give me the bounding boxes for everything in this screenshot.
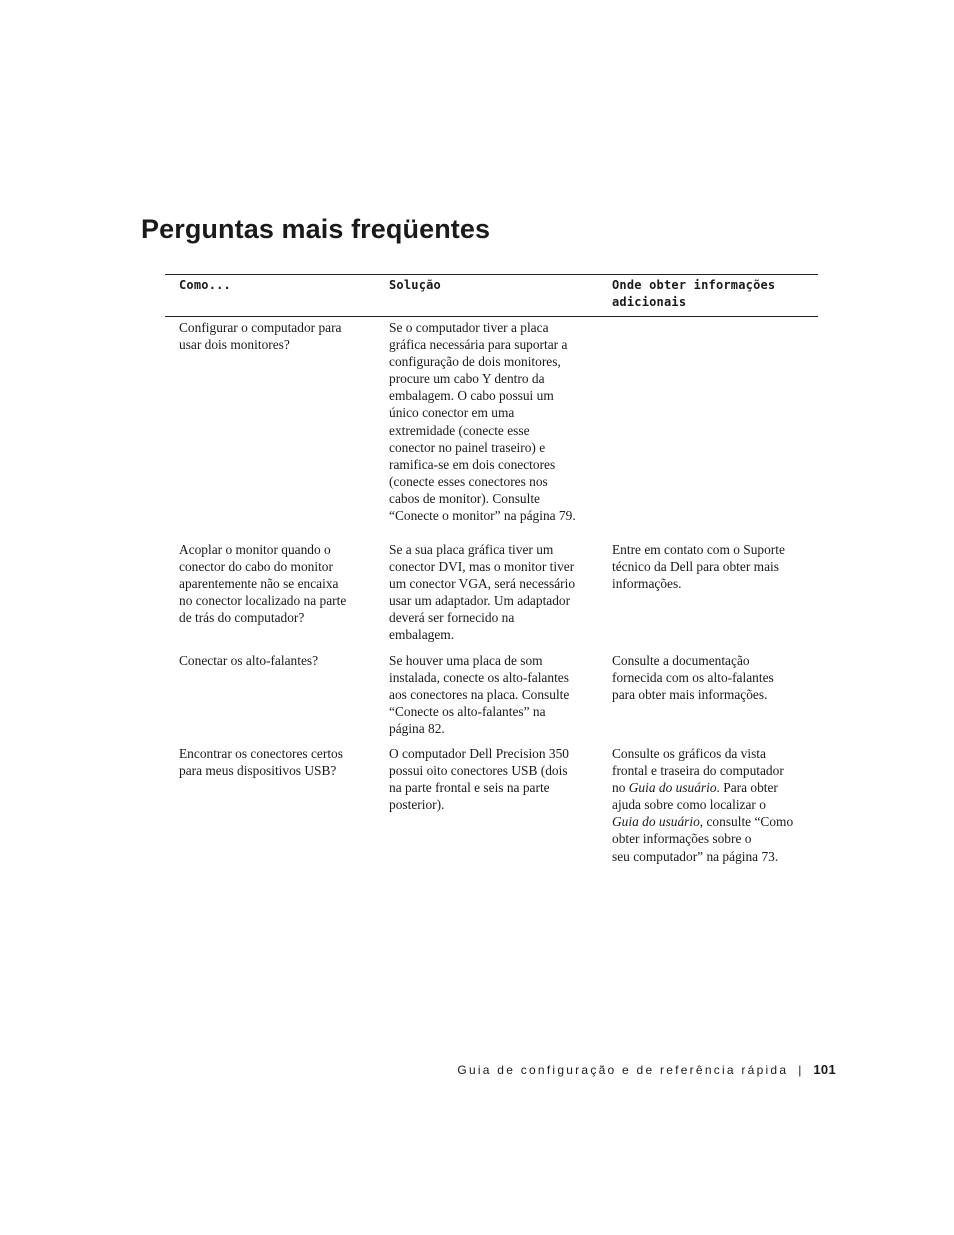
- cell-line: na parte frontal e seis na parte: [389, 780, 550, 796]
- cell-more-info: [612, 541, 812, 592]
- user-guide-title: Guia do usuário: [612, 814, 700, 830]
- cell-line: para meus dispositivos USB?: [179, 763, 337, 779]
- cell-line: único conector em uma: [389, 405, 515, 421]
- cell-line: um conector VGA, será necessário: [389, 576, 576, 592]
- cell-solution: [389, 652, 595, 737]
- footer-title: Guia de configuração e de referência rápida: [457, 1063, 789, 1077]
- cell-line: no conector localizado na parte: [179, 593, 347, 609]
- user-guide-title: Guia do usuário: [628, 780, 717, 796]
- cell-line: usar um adaptador. Um adaptador: [389, 593, 571, 609]
- cell-line: técnico da Dell para obter mais: [612, 559, 779, 575]
- footer-separator: |: [798, 1063, 802, 1077]
- cell-line: extremidade (conecte esse: [389, 422, 530, 438]
- cell-line: conector do cabo do monitor: [179, 559, 333, 575]
- cell-line: [612, 779, 812, 796]
- cell-line: seu computador” na página 73.: [612, 848, 779, 864]
- cell-line: Conectar os alto-falantes?: [179, 653, 319, 668]
- table-row: [165, 318, 818, 541]
- header-more-info: [612, 277, 812, 311]
- cell-line: “Conecte o monitor” na página 79.: [389, 508, 576, 524]
- cell-line: (conecte esses conectores nos: [389, 473, 548, 489]
- cell-line: Se houver uma placa de som: [389, 653, 543, 668]
- table-row: [165, 541, 818, 652]
- cell-line: ajuda sobre como localizar o: [612, 797, 766, 813]
- faq-table: [165, 274, 818, 875]
- cell-solution: [389, 319, 595, 524]
- cell-how: [179, 652, 369, 669]
- cell-solution: [389, 745, 595, 813]
- cell-line: página 82.: [389, 721, 445, 737]
- cell-line: fornecida com os alto-falantes: [612, 670, 774, 686]
- cell-line: conector DVI, mas o monitor tiver: [389, 559, 575, 575]
- cell-line: “Conecte os alto-falantes” na: [389, 704, 546, 720]
- cell-line: O computador Dell Precision 350: [389, 746, 569, 761]
- cell-line: conector no painel traseiro) e: [389, 439, 546, 455]
- cell-line: ramifica-se em dois conectores: [389, 456, 556, 472]
- cell-line: aos conectores na placa. Consulte: [389, 687, 570, 703]
- table-row: [165, 652, 818, 745]
- cell-line: Encontrar os conectores certos: [179, 746, 343, 761]
- header-more-info-line: Onde obter informações: [612, 278, 776, 292]
- cell-line: gráfica necessária para suportar a: [389, 337, 568, 353]
- cell-line: para obter mais informações.: [612, 687, 768, 703]
- cell-line: Se a sua placa gráfica tiver um: [389, 542, 554, 557]
- cell-line: Entre em contato com o Suporte: [612, 542, 785, 557]
- header-solution: Solução: [389, 278, 441, 292]
- cell-line: aparentemente não se encaixa: [179, 576, 339, 592]
- cell-how: [179, 319, 369, 353]
- cell-line: Se o computador tiver a placa: [389, 320, 549, 335]
- cell-line: de trás do computador?: [179, 610, 305, 626]
- cell-line: procure um cabo Y dentro da: [389, 371, 545, 387]
- cell-line: Configurar o computador para: [179, 320, 342, 335]
- table-header: [165, 275, 818, 317]
- cell-line: Consulte a documentação: [612, 653, 750, 668]
- table-row: [165, 745, 818, 875]
- cell-line: informações.: [612, 576, 682, 592]
- cell-how: [179, 745, 369, 779]
- text-fragment: . Para obter: [716, 780, 778, 796]
- cell-line: frontal e traseira do computador: [612, 763, 784, 779]
- cell-more-info: [612, 652, 812, 703]
- cell-line: deverá ser fornecido na: [389, 610, 515, 626]
- cell-line: Acoplar o monitor quando o: [179, 542, 331, 557]
- cell-how: [179, 541, 369, 626]
- header-how: Como...: [179, 278, 231, 292]
- page-title: Perguntas mais freqüentes: [141, 214, 491, 244]
- text-fragment: no: [612, 780, 629, 796]
- cell-line: usar dois monitores?: [179, 337, 290, 353]
- cell-more-info: [612, 745, 812, 865]
- text-fragment: , consulte “Como: [699, 814, 794, 830]
- cell-line: obter informações sobre o: [612, 831, 752, 847]
- cell-line: Consulte os gráficos da vista: [612, 746, 766, 761]
- cell-line: embalagem.: [389, 627, 455, 643]
- cell-solution: [389, 541, 595, 644]
- page-number: 101: [813, 1062, 836, 1077]
- cell-line: embalagem. O cabo possui um: [389, 388, 554, 404]
- cell-line: posterior).: [389, 797, 445, 813]
- cell-line: configuração de dois monitores,: [389, 354, 561, 370]
- cell-line: instalada, conecte os alto-falantes: [389, 670, 569, 686]
- cell-line: [612, 813, 812, 830]
- header-more-info-line: adicionais: [612, 295, 687, 309]
- cell-line: possui oito conectores USB (dois: [389, 763, 568, 779]
- cell-line: cabos de monitor). Consulte: [389, 490, 540, 506]
- page-footer: [457, 1062, 836, 1077]
